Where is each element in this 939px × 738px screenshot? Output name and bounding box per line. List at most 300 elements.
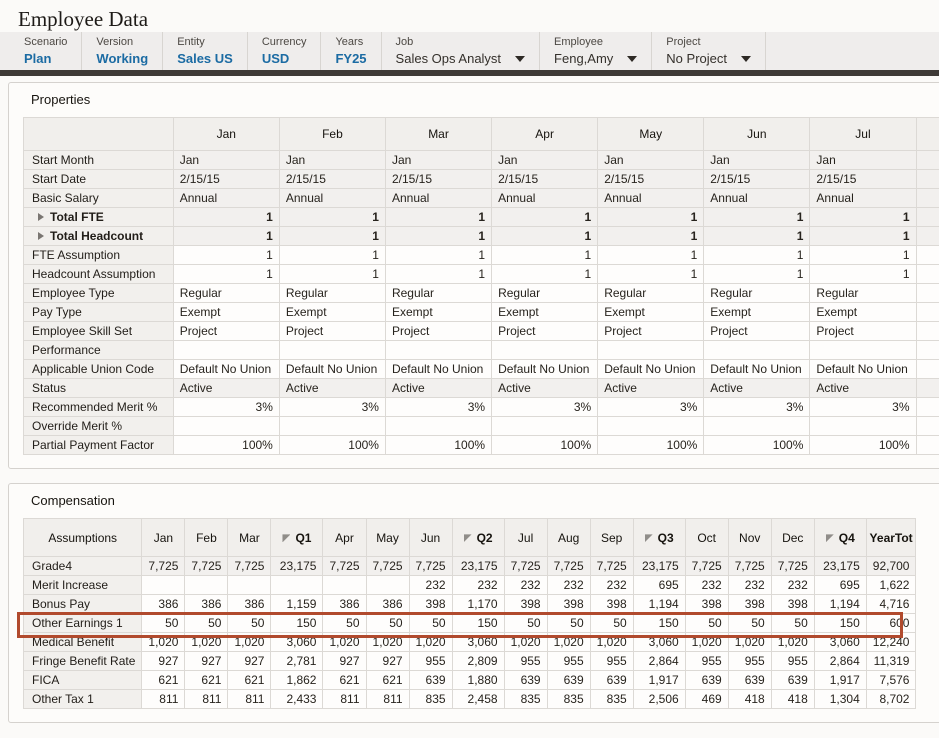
grid-cell[interactable]: 398 bbox=[771, 595, 814, 614]
grid-cell[interactable]: 23,175 bbox=[814, 557, 866, 576]
grid-cell[interactable]: 100% bbox=[279, 436, 385, 455]
grid-cell[interactable]: 386 bbox=[142, 595, 185, 614]
grid-cell[interactable]: Regular bbox=[810, 284, 916, 303]
grid-cell[interactable]: 12,240 bbox=[866, 633, 916, 652]
grid-cell[interactable]: 3% bbox=[810, 398, 916, 417]
grid-cell[interactable]: Exempt bbox=[279, 303, 385, 322]
grid-cell[interactable]: 2,433 bbox=[271, 690, 323, 709]
grid-cell[interactable]: 621 bbox=[142, 671, 185, 690]
clipped-cell bbox=[916, 303, 939, 322]
grid-cell[interactable]: 811 bbox=[142, 690, 185, 709]
grid-cell[interactable]: 2,864 bbox=[633, 652, 685, 671]
grid-cell[interactable]: 1,304 bbox=[814, 690, 866, 709]
pov-item-employee[interactable] bbox=[540, 32, 652, 70]
pov-item-scenario[interactable] bbox=[10, 32, 82, 70]
grid-cell[interactable]: 835 bbox=[547, 690, 590, 709]
column-header-yeartot: YearTot bbox=[866, 519, 916, 557]
grid-cell[interactable]: 1,020 bbox=[409, 633, 452, 652]
pov-item-years[interactable] bbox=[321, 32, 381, 70]
column-header-may: May bbox=[598, 118, 704, 151]
grid-cell[interactable]: 955 bbox=[685, 652, 728, 671]
grid-cell[interactable]: 1 bbox=[810, 246, 916, 265]
grid-cell[interactable]: 1,020 bbox=[185, 633, 228, 652]
grid-cell[interactable]: 955 bbox=[504, 652, 547, 671]
grid-cell: Active bbox=[598, 379, 704, 398]
properties-grid bbox=[23, 117, 939, 455]
grid-cell[interactable]: 1,020 bbox=[590, 633, 633, 652]
row-label: Bonus Pay bbox=[24, 595, 142, 614]
grid-cell[interactable] bbox=[173, 341, 279, 360]
grid-cell[interactable]: 927 bbox=[366, 652, 409, 671]
grid-cell[interactable]: 811 bbox=[366, 690, 409, 709]
grid-cell: 2/15/15 bbox=[173, 170, 279, 189]
grid-cell[interactable]: 386 bbox=[185, 595, 228, 614]
clipped-cell bbox=[916, 398, 939, 417]
grid-cell[interactable]: 1,020 bbox=[228, 633, 271, 652]
grid-cell[interactable]: 835 bbox=[409, 690, 452, 709]
row-label: Fringe Benefit Rate bbox=[24, 652, 142, 671]
column-header-apr: Apr bbox=[323, 519, 366, 557]
grid-cell: Annual bbox=[279, 189, 385, 208]
grid-cell[interactable] bbox=[492, 341, 598, 360]
grid-cell[interactable]: 232 bbox=[504, 576, 547, 595]
grid-cell[interactable]: 386 bbox=[366, 595, 409, 614]
grid-cell[interactable]: 398 bbox=[547, 595, 590, 614]
grid-cell[interactable]: Default No Union bbox=[810, 360, 916, 379]
grid-cell[interactable] bbox=[142, 576, 185, 595]
pov-member-value[interactable]: Working bbox=[96, 51, 149, 66]
column-header-oct: Oct bbox=[685, 519, 728, 557]
grid-cell: Jan bbox=[492, 151, 598, 170]
collapse-triangle-icon[interactable] bbox=[645, 534, 653, 542]
grid-cell[interactable] bbox=[598, 341, 704, 360]
row-label bbox=[24, 398, 174, 417]
grid-cell[interactable]: 927 bbox=[185, 652, 228, 671]
table-row bbox=[24, 284, 939, 303]
grid-cell[interactable]: 469 bbox=[685, 690, 728, 709]
grid-cell[interactable]: 398 bbox=[590, 595, 633, 614]
grid-cell[interactable]: 100% bbox=[810, 436, 916, 455]
chevron-down-icon[interactable] bbox=[741, 56, 751, 62]
grid-cell[interactable]: 7,725 bbox=[728, 557, 771, 576]
grid-cell: Jan bbox=[279, 151, 385, 170]
grid-cell[interactable]: 1,194 bbox=[814, 595, 866, 614]
grid-cell: Jan bbox=[173, 151, 279, 170]
grid-cell[interactable]: 955 bbox=[409, 652, 452, 671]
grid-cell[interactable]: 811 bbox=[228, 690, 271, 709]
grid-cell[interactable]: 835 bbox=[590, 690, 633, 709]
grid-cell[interactable]: 50 bbox=[185, 614, 228, 633]
pov-member-value[interactable]: Sales Ops Analyst bbox=[395, 51, 502, 66]
pov-dimension-label: Version bbox=[96, 36, 134, 48]
table-row bbox=[24, 170, 939, 189]
grid-cell[interactable] bbox=[704, 417, 810, 436]
grid-cell[interactable] bbox=[173, 417, 279, 436]
pov-item-project[interactable] bbox=[652, 32, 766, 70]
row-label-text: Override Merit % bbox=[32, 419, 123, 433]
grid-cell[interactable]: 7,725 bbox=[547, 557, 590, 576]
grid-cell[interactable]: 50 bbox=[504, 614, 547, 633]
grid-cell[interactable]: 2,809 bbox=[452, 652, 504, 671]
grid-cell[interactable]: Project bbox=[385, 322, 491, 341]
grid-cell[interactable]: 3,060 bbox=[452, 633, 504, 652]
grid-cell[interactable]: 232 bbox=[547, 576, 590, 595]
grid-cell[interactable]: 927 bbox=[142, 652, 185, 671]
column-header-feb: Feb bbox=[279, 118, 385, 151]
grid-cell[interactable]: Project bbox=[279, 322, 385, 341]
grid-cell[interactable]: Exempt bbox=[810, 303, 916, 322]
grid-cell[interactable]: 2,506 bbox=[633, 690, 685, 709]
grid-cell[interactable]: 386 bbox=[323, 595, 366, 614]
grid-cell[interactable]: 1 bbox=[173, 246, 279, 265]
grid-cell[interactable]: 232 bbox=[728, 576, 771, 595]
clipped-cell bbox=[916, 436, 939, 455]
grid-cell[interactable]: 1 bbox=[385, 265, 491, 284]
grid-cell[interactable]: 3% bbox=[173, 398, 279, 417]
grid-cell[interactable]: Project bbox=[598, 322, 704, 341]
grid-cell[interactable]: Project bbox=[810, 322, 916, 341]
grid-cell[interactable]: 639 bbox=[504, 671, 547, 690]
grid-cell[interactable] bbox=[185, 576, 228, 595]
grid-cell[interactable]: 955 bbox=[728, 652, 771, 671]
grid-cell[interactable]: 50 bbox=[547, 614, 590, 633]
grid-cell[interactable]: 695 bbox=[633, 576, 685, 595]
pov-member-value[interactable]: No Project bbox=[666, 51, 727, 66]
pov-dimension-label: Employee bbox=[554, 36, 603, 48]
clipped-cell bbox=[916, 322, 939, 341]
grid-cell[interactable]: 100% bbox=[598, 436, 704, 455]
grid-cell[interactable]: Project bbox=[704, 322, 810, 341]
grid-cell[interactable]: 2,781 bbox=[271, 652, 323, 671]
grid-cell[interactable]: 621 bbox=[228, 671, 271, 690]
grid-cell[interactable]: Default No Union bbox=[598, 360, 704, 379]
grid-cell[interactable]: 1 bbox=[704, 246, 810, 265]
grid-cell: Active bbox=[385, 379, 491, 398]
grid-cell[interactable]: 3,060 bbox=[814, 633, 866, 652]
compensation-panel bbox=[8, 483, 939, 723]
grid-cell[interactable]: 150 bbox=[814, 614, 866, 633]
grid-cell[interactable] bbox=[810, 417, 916, 436]
row-label-text: Start Month bbox=[32, 153, 95, 167]
grid-cell[interactable]: 1,020 bbox=[323, 633, 366, 652]
grid-cell[interactable]: 1,170 bbox=[452, 595, 504, 614]
grid-cell[interactable]: Default No Union bbox=[279, 360, 385, 379]
expand-triangle-icon[interactable] bbox=[38, 213, 44, 221]
column-header-feb: Feb bbox=[185, 519, 228, 557]
grid-cell[interactable]: 100% bbox=[173, 436, 279, 455]
grid-cell[interactable] bbox=[271, 576, 323, 595]
grid-cell: 1 bbox=[173, 227, 279, 246]
grid-cell[interactable]: 418 bbox=[728, 690, 771, 709]
grid-cell[interactable]: 639 bbox=[409, 671, 452, 690]
grid-cell[interactable]: 1 bbox=[810, 265, 916, 284]
grid-cell[interactable]: Regular bbox=[385, 284, 491, 303]
pov-member-value[interactable]: Plan bbox=[24, 51, 52, 66]
pov-member-value[interactable]: FY25 bbox=[335, 51, 367, 66]
grid-cell[interactable]: 1,862 bbox=[271, 671, 323, 690]
grid-cell[interactable]: 7,725 bbox=[685, 557, 728, 576]
page-title: Employee Data bbox=[18, 7, 149, 31]
grid-cell[interactable]: 1,880 bbox=[452, 671, 504, 690]
grid-cell[interactable]: 1,194 bbox=[633, 595, 685, 614]
grid-cell[interactable]: 955 bbox=[590, 652, 633, 671]
collapse-triangle-icon[interactable] bbox=[464, 534, 472, 542]
grid-cell[interactable]: 3% bbox=[279, 398, 385, 417]
grid-cell[interactable]: 7,725 bbox=[185, 557, 228, 576]
grid-cell[interactable] bbox=[385, 417, 491, 436]
grid-cell[interactable]: Default No Union bbox=[492, 360, 598, 379]
pov-item-job[interactable] bbox=[382, 32, 541, 70]
grid-cell[interactable]: 927 bbox=[323, 652, 366, 671]
grid-cell[interactable]: 398 bbox=[685, 595, 728, 614]
grid-cell[interactable]: 3% bbox=[385, 398, 491, 417]
pov-member-value[interactable]: Feng,Amy bbox=[554, 51, 614, 66]
compensation-grid bbox=[23, 518, 916, 709]
grid-cell[interactable]: 695 bbox=[814, 576, 866, 595]
row-label: Merit Increase bbox=[24, 576, 142, 595]
grid-cell: Annual bbox=[810, 189, 916, 208]
grid-cell[interactable]: Exempt bbox=[492, 303, 598, 322]
pov-member-value[interactable]: USD bbox=[261, 51, 290, 66]
grid-cell[interactable]: 3,060 bbox=[271, 633, 323, 652]
row-label bbox=[24, 227, 174, 246]
column-header-jun: Jun bbox=[409, 519, 452, 557]
grid-cell[interactable]: 386 bbox=[228, 595, 271, 614]
grid-cell[interactable]: 92,700 bbox=[866, 557, 916, 576]
grid-cell[interactable]: Exempt bbox=[173, 303, 279, 322]
row-label-text: Performance bbox=[32, 343, 101, 357]
grid-cell[interactable]: 1 bbox=[598, 246, 704, 265]
grid-cell[interactable]: 1,159 bbox=[271, 595, 323, 614]
grid-cell[interactable] bbox=[492, 417, 598, 436]
grid-cell[interactable]: 150 bbox=[633, 614, 685, 633]
grid-cell: Annual bbox=[385, 189, 491, 208]
grid-cell: Annual bbox=[173, 189, 279, 208]
column-header-q3[interactable] bbox=[633, 519, 685, 557]
row-label bbox=[24, 341, 174, 360]
table-row bbox=[24, 246, 939, 265]
grid-cell[interactable]: Regular bbox=[598, 284, 704, 303]
grid-cell[interactable]: 3% bbox=[492, 398, 598, 417]
pov-item-currency[interactable] bbox=[248, 32, 322, 70]
grid-cell: 2/15/15 bbox=[279, 170, 385, 189]
grid-cell[interactable]: Regular bbox=[279, 284, 385, 303]
grid-cell[interactable]: 811 bbox=[185, 690, 228, 709]
grid-cell: 2/15/15 bbox=[598, 170, 704, 189]
grid-cell[interactable]: 50 bbox=[590, 614, 633, 633]
pov-item-entity[interactable] bbox=[163, 32, 248, 70]
row-label: Other Earnings 1 bbox=[24, 614, 142, 633]
grid-cell[interactable]: 232 bbox=[771, 576, 814, 595]
grid-cell[interactable]: 50 bbox=[728, 614, 771, 633]
grid-cell[interactable]: 955 bbox=[771, 652, 814, 671]
grid-cell[interactable]: 7,725 bbox=[142, 557, 185, 576]
grid-cell[interactable]: 100% bbox=[492, 436, 598, 455]
grid-cell: 2/15/15 bbox=[492, 170, 598, 189]
grid-cell: 2/15/15 bbox=[704, 170, 810, 189]
grid-cell[interactable]: 232 bbox=[685, 576, 728, 595]
row-label-text: Total Headcount bbox=[50, 229, 144, 243]
grid-cell[interactable]: 1,917 bbox=[814, 671, 866, 690]
grid-cell[interactable]: 3% bbox=[598, 398, 704, 417]
grid-cell[interactable]: 8,702 bbox=[866, 690, 916, 709]
grid-cell[interactable]: 7,725 bbox=[590, 557, 633, 576]
grid-cell[interactable]: Regular bbox=[173, 284, 279, 303]
grid-cell[interactable]: 835 bbox=[504, 690, 547, 709]
grid-cell[interactable]: 150 bbox=[271, 614, 323, 633]
grid-cell: Jan bbox=[385, 151, 491, 170]
grid-cell[interactable] bbox=[323, 576, 366, 595]
grid-cell[interactable]: 639 bbox=[685, 671, 728, 690]
grid-cell[interactable]: 1 bbox=[173, 265, 279, 284]
expand-triangle-icon[interactable] bbox=[38, 232, 44, 240]
column-header-jun: Jun bbox=[704, 118, 810, 151]
grid-cell[interactable]: 398 bbox=[504, 595, 547, 614]
grid-cell[interactable]: 1 bbox=[279, 246, 385, 265]
row-label-text: Basic Salary bbox=[32, 191, 99, 205]
grid-cell[interactable]: 600 bbox=[866, 614, 916, 633]
grid-cell[interactable]: 927 bbox=[228, 652, 271, 671]
grid-cell[interactable]: 1 bbox=[492, 246, 598, 265]
column-header-q2[interactable] bbox=[452, 519, 504, 557]
properties-panel bbox=[8, 82, 939, 469]
grid-cell[interactable]: Default No Union bbox=[704, 360, 810, 379]
grid-cell[interactable]: 1,622 bbox=[866, 576, 916, 595]
grid-cell[interactable]: 50 bbox=[228, 614, 271, 633]
grid-cell[interactable]: 955 bbox=[547, 652, 590, 671]
grid-cell[interactable]: 232 bbox=[452, 576, 504, 595]
grid-cell[interactable]: 100% bbox=[704, 436, 810, 455]
grid-cell[interactable] bbox=[810, 341, 916, 360]
grid-cell[interactable]: 50 bbox=[323, 614, 366, 633]
grid-cell: 1 bbox=[492, 227, 598, 246]
chevron-down-icon[interactable] bbox=[515, 56, 525, 62]
collapse-triangle-icon[interactable] bbox=[282, 534, 290, 542]
grid-cell[interactable]: 7,725 bbox=[366, 557, 409, 576]
grid-cell[interactable]: 50 bbox=[685, 614, 728, 633]
grid-cell[interactable]: 1 bbox=[385, 246, 491, 265]
row-label-text: Total FTE bbox=[50, 210, 104, 224]
grid-cell[interactable]: 50 bbox=[771, 614, 814, 633]
grid-cell[interactable]: 3% bbox=[704, 398, 810, 417]
grid-cell[interactable] bbox=[228, 576, 271, 595]
grid-cell[interactable]: 150 bbox=[452, 614, 504, 633]
grid-cell[interactable]: Project bbox=[173, 322, 279, 341]
grid-cell[interactable]: 2,458 bbox=[452, 690, 504, 709]
grid-cell[interactable]: 50 bbox=[142, 614, 185, 633]
grid-cell[interactable]: 1,020 bbox=[366, 633, 409, 652]
grid-cell[interactable]: 1,020 bbox=[142, 633, 185, 652]
grid-cell[interactable]: 1 bbox=[279, 265, 385, 284]
grid-cell[interactable]: 621 bbox=[366, 671, 409, 690]
grid-cell[interactable]: 23,175 bbox=[271, 557, 323, 576]
grid-cell[interactable]: 1 bbox=[704, 265, 810, 284]
grid-cell[interactable]: 7,725 bbox=[409, 557, 452, 576]
grid-cell[interactable]: 639 bbox=[728, 671, 771, 690]
grid-cell[interactable]: 1,020 bbox=[771, 633, 814, 652]
grid-cell[interactable]: 7,725 bbox=[504, 557, 547, 576]
grid-cell[interactable]: Exempt bbox=[598, 303, 704, 322]
grid-cell[interactable]: 639 bbox=[547, 671, 590, 690]
pov-item-version[interactable] bbox=[82, 32, 163, 70]
grid-cell[interactable] bbox=[598, 417, 704, 436]
row-label bbox=[24, 151, 174, 170]
column-header-sep: Sep bbox=[590, 519, 633, 557]
grid-cell[interactable]: 232 bbox=[409, 576, 452, 595]
grid-cell[interactable]: 3,060 bbox=[633, 633, 685, 652]
grid-cell[interactable]: 1,020 bbox=[504, 633, 547, 652]
grid-cell[interactable]: 1 bbox=[598, 265, 704, 284]
grid-cell: 1 bbox=[385, 227, 491, 246]
grid-cell[interactable]: 7,725 bbox=[228, 557, 271, 576]
grid-cell[interactable]: 7,725 bbox=[771, 557, 814, 576]
highlighted-table-row bbox=[24, 614, 916, 633]
clipped-column-header bbox=[916, 118, 939, 151]
grid-cell[interactable]: 2,864 bbox=[814, 652, 866, 671]
grid-cell[interactable]: 4,716 bbox=[866, 595, 916, 614]
grid-cell[interactable]: 418 bbox=[771, 690, 814, 709]
grid-cell[interactable]: 398 bbox=[728, 595, 771, 614]
grid-cell[interactable]: Project bbox=[492, 322, 598, 341]
pov-dimension-label: Years bbox=[335, 36, 364, 48]
grid-cell[interactable]: 639 bbox=[771, 671, 814, 690]
collapse-triangle-icon[interactable] bbox=[826, 534, 834, 542]
grid-cell[interactable]: 50 bbox=[409, 614, 452, 633]
column-header-mar: Mar bbox=[228, 519, 271, 557]
row-label-text: Employee Skill Set bbox=[32, 324, 133, 338]
grid-cell[interactable] bbox=[279, 341, 385, 360]
grid-cell[interactable]: Regular bbox=[492, 284, 598, 303]
grid-cell: Jan bbox=[704, 151, 810, 170]
grid-cell[interactable]: 7,725 bbox=[323, 557, 366, 576]
column-header-q4[interactable] bbox=[814, 519, 866, 557]
grid-cell[interactable]: 23,175 bbox=[633, 557, 685, 576]
grid-cell[interactable]: Regular bbox=[704, 284, 810, 303]
grid-cell[interactable]: 621 bbox=[323, 671, 366, 690]
grid-cell[interactable]: 1,020 bbox=[728, 633, 771, 652]
clipped-cell bbox=[916, 417, 939, 436]
grid-cell[interactable]: 1 bbox=[492, 265, 598, 284]
column-header-q1[interactable] bbox=[271, 519, 323, 557]
grid-cell[interactable]: 11,319 bbox=[866, 652, 916, 671]
grid-cell[interactable]: 232 bbox=[590, 576, 633, 595]
grid-cell[interactable]: Default No Union bbox=[173, 360, 279, 379]
grid-cell[interactable]: 7,576 bbox=[866, 671, 916, 690]
grid-cell[interactable]: 50 bbox=[366, 614, 409, 633]
grid-cell[interactable]: 1,020 bbox=[547, 633, 590, 652]
grid-cell[interactable]: Exempt bbox=[704, 303, 810, 322]
grid-cell[interactable]: 621 bbox=[185, 671, 228, 690]
grid-cell[interactable] bbox=[704, 341, 810, 360]
grid-cell[interactable]: 100% bbox=[385, 436, 491, 455]
pov-member-value[interactable]: Sales US bbox=[177, 51, 233, 66]
grid-cell[interactable]: 811 bbox=[323, 690, 366, 709]
chevron-down-icon[interactable] bbox=[627, 56, 637, 62]
grid-cell[interactable]: 398 bbox=[409, 595, 452, 614]
grid-cell[interactable]: 1,917 bbox=[633, 671, 685, 690]
grid-cell[interactable]: Exempt bbox=[385, 303, 491, 322]
grid-cell[interactable]: 1,020 bbox=[685, 633, 728, 652]
row-label-text: Pay Type bbox=[32, 305, 82, 319]
clipped-cell bbox=[916, 379, 939, 398]
grid-cell[interactable] bbox=[366, 576, 409, 595]
grid-cell[interactable]: 639 bbox=[590, 671, 633, 690]
row-label bbox=[24, 265, 174, 284]
grid-cell[interactable]: Default No Union bbox=[385, 360, 491, 379]
grid-cell[interactable]: 23,175 bbox=[452, 557, 504, 576]
grid-cell[interactable] bbox=[279, 417, 385, 436]
grid-cell[interactable] bbox=[385, 341, 491, 360]
